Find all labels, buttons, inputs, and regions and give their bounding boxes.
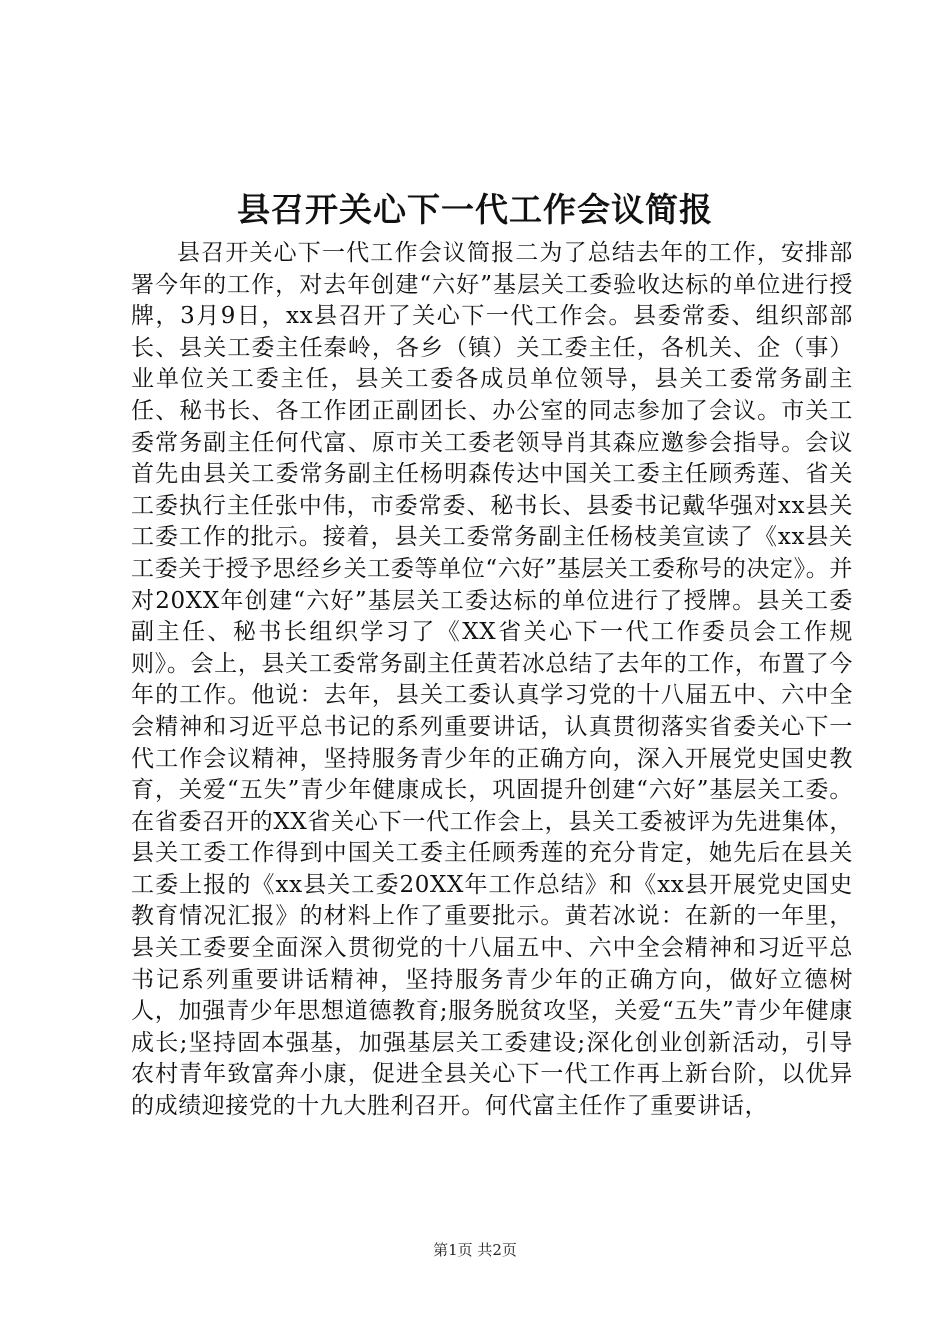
document-title: 县召开关心下一代工作会议简报 [237, 190, 713, 229]
document-body-paragraph: 县召开关心下一代工作会议简报二为了总结去年的工作，安排部署今年的工作，对去年创建“六好”基层关工委验收达标的单位进行授牌，3月9日，xx县召开了关心下一代工作会。县委常委、组织部部长、县关工委主任秦岭，各乡（镇）关工委主任，各机关、企（事）业单位关工委主任，县关工委各成员单位领导，县关工委常务副主任、秘书长、各工作团正副团长、办公室的同志参加了会议。市关工委常务副主任何代富、原市关工委老领导肖其森应邀参会指导。会议首先由县关工委常务副主任杨明森传达中国关工委主任顾秀莲、省关工委执行主任张中伟，市委常委、秘书长、县委书记戴华强对xx县关工委工作的批示。接着，县关工委常务副主任杨枝美宣读了《xx县关工委关于授予思经乡关工委等单位“六好”基层关工委称号的决定》。并对20XX年创建“六好”基层关工委达标的单位进行了授牌。县关工委副主任、秘书长组织学习了《XX省关心下一代工作委员会工作规则》。会上，县关工委常务副主任黄若冰总结了去年的工作，布置了今年的工作。他说：去年，县关工委认真学习党的十八届五中、六中全会精神和习近平总书记的系列重要讲话，认真贯彻落实省委关心下一代工作会议精神，坚持服务青少年的正确方向，深入开展党史国史教育，关爱“五失”青少年健康成长，巩固提升创建“六好”基层关工委。在省委召开的XX省关心下一代工作会上，县关工委被评为先进集体，县关工委工作得到中国关工委主任顾秀莲的充分肯定，她先后在县关工委上报的《xx县关工委20XX年工作总结》和《xx县开展党史国史教育情况汇报》的材料上作了重要批示。黄若冰说：在新的一年里，县关工委要全面深入贯彻党的十八届五中、六中全会精神和习近平总书记系列重要讲话精神，坚持服务青少年的正确方向，做好立德树人，加强青少年思想道德教育;服务脱贫攻坚，关爱“五失”青少年健康成长;坚持固本强基，加强基层关工委建设;深化创业创新活动，引导农村青年致富奔小康，促进全县关心下一代工作再上新台阶，以优异的成绩迎接党的十九大胜利召开。何代富主任作了重要讲话， [131, 240, 853, 1120]
page-number-footer: 第1页 共2页 [433, 1241, 517, 1259]
